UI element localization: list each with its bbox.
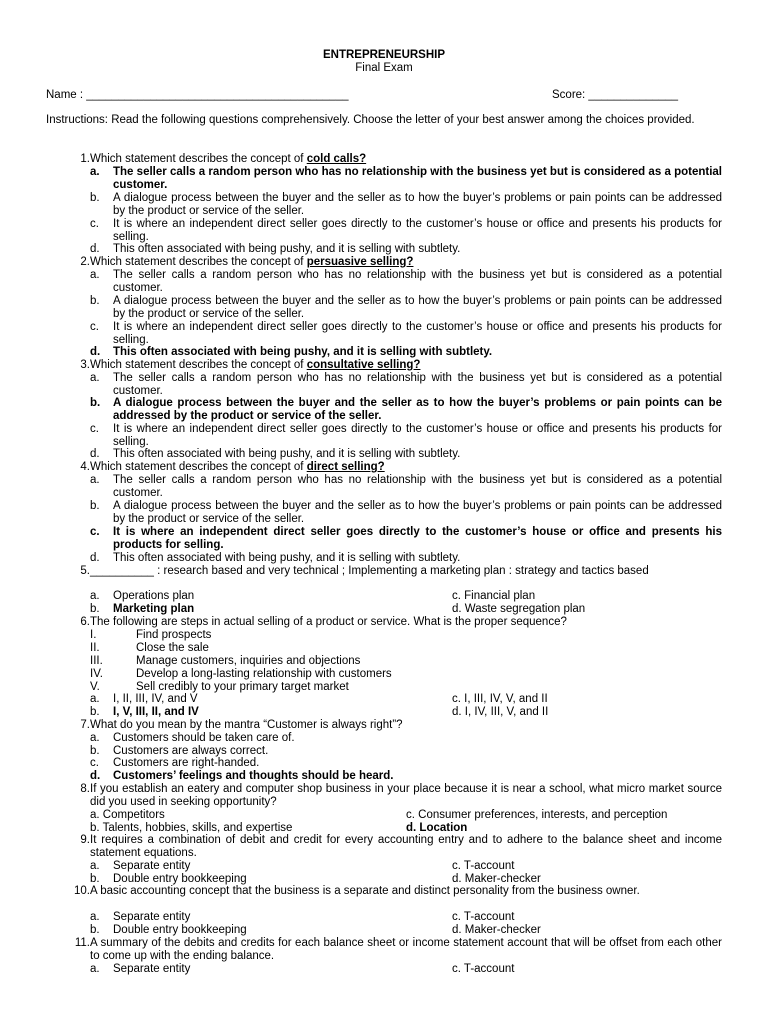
q8-option-a: a. Competitors	[90, 809, 165, 821]
instructions: Instructions: Read the following questions comprehensively. Choose the letter of your best answer among the choices provided.	[46, 114, 695, 126]
q6-option-d: d. I, IV, III, V, and II	[452, 706, 549, 718]
exam-page: ENTREPRENEURSHIP Final Exam Name : _________________________________________ Score: ______________ Instructions: Read the following questions comprehensively. Choose the letter of your best answer among the choices provided. 1. Which statement describes the concept of cold calls? a. The seller calls a random person who has no relationship with the business yet but is considered as a potential customer. b. A dialogue process between the buyer and the seller as to how the buyer’s problems or pain points can be addressed by the product or service of the seller. c. It is where an independent direct seller goes directly to the customer’s house or office and presents his products for selling. d. This often associated with being pushy, and it is selling with subtlety. 2. Which statement describes the concept of persuasive selling? a. The seller calls a random person who has no relationship with the business yet but is considered as a potential customer. b. A dialogue process between the buyer and the seller as to how the buyer’s problems or pain points can be addressed by the product or service of the seller. c. It is where an independent direct seller goes directly to the customer’s house or office and presents his products for selling. d. This often associated with being pushy, and it is selling with subtlety. 3. Which statement describes the concept of consultative selling? a. The seller calls a random person who has no relationship with the business yet but is considered as a potential customer. b. A dialogue process between the buyer and the seller as to how the buyer’s problems or pain points can be addressed by the product or service of the seller. c. It is where an independent direct seller goes directly to the customer’s house or office and presents his products for selling. d. This often associated with being pushy, and it is selling with subtlety. 4. Which statement describes the concept of direct selling? a. The seller calls a random person who has no relationship with the business yet but is considered as a potential customer. b. A dialogue process between the buyer and the seller as to how the buyer’s problems or pain points can be addressed by the product or service of the seller. c. It is where an independent direct seller goes directly to the customer’s house or office and presents his products for selling. d. This often associated with being pushy, and it is selling with subtlety. 5. __________ : research based and very technical ; Implementing a marketing plan : strategy and tactics based a. Operations plan c. Financial plan b. Marketing plan d. Waste segregation plan 6. The following are steps in actual selling of a product or service. What is the proper sequence? I. Find prospects II. Close the sale III. Manage customers, inquiries and objections IV. Develop a long-lasting relationship with customers V. Sell credibly to your primary target market a. I, II, III, IV, and V c. I, III, IV, V, and II b. I, V, III, II, and IV d. I, IV, III, V, and II 7. What do you mean by the mantra “Customer is always right”? a. Customers should be taken care of. b. Customers are always correct. c. Customers are right-handed. d. Customers’ feelings and thoughts should be heard. 8. If you establish an eatery and computer shop business in your place because it is near a school, what micro market source did you used in seeking opportunity? a. Competitors c. Consumer preferences, interests, and perception b. Talents, hobbies, skills, and expertise d. Location 9. It requires a combination of debit and credit for every accounting entry and to adhere to the balance sheet and income statement equations. a. Separate entity c. T-account b. Double entry bookkeeping d. Maker-checker 10. A basic accounting concept that the business is a separate and distinct personality from the business owner. a. Separate entity c. T-account b. Double entry bookkeeping d. Maker-checker 11. A summary of the debits and credits for each balance sheet or income statement account that will be offset from each other to come up with the ending balance. a. Separate entity c. T-account	[0, 0, 768, 1024]
q6-option-c: c. I, III, IV, V, and II	[452, 693, 548, 705]
q9-option-c: c. T-account	[452, 860, 515, 872]
exam-title: ENTREPRENEURSHIP	[322, 49, 446, 61]
q11-option-c: c. T-account	[452, 963, 515, 975]
q8-option-b: b. Talents, hobbies, skills, and expertise	[90, 822, 293, 834]
exam-subtitle: Final Exam	[355, 62, 413, 74]
name-field: Name : _________________________________________	[46, 89, 349, 101]
q8-option-d: d. Location	[406, 822, 468, 834]
score-field: Score: ______________	[552, 89, 678, 101]
q10-option-d: d. Maker-checker	[452, 924, 541, 936]
q10-option-c: c. T-account	[452, 911, 515, 923]
q9-option-d: d. Maker-checker	[452, 873, 541, 885]
q5-option-d: d. Waste segregation plan	[452, 603, 586, 615]
q5-option-c: c. Financial plan	[452, 590, 536, 602]
q8-option-c: c. Consumer preferences, interests, and perception	[406, 809, 668, 821]
